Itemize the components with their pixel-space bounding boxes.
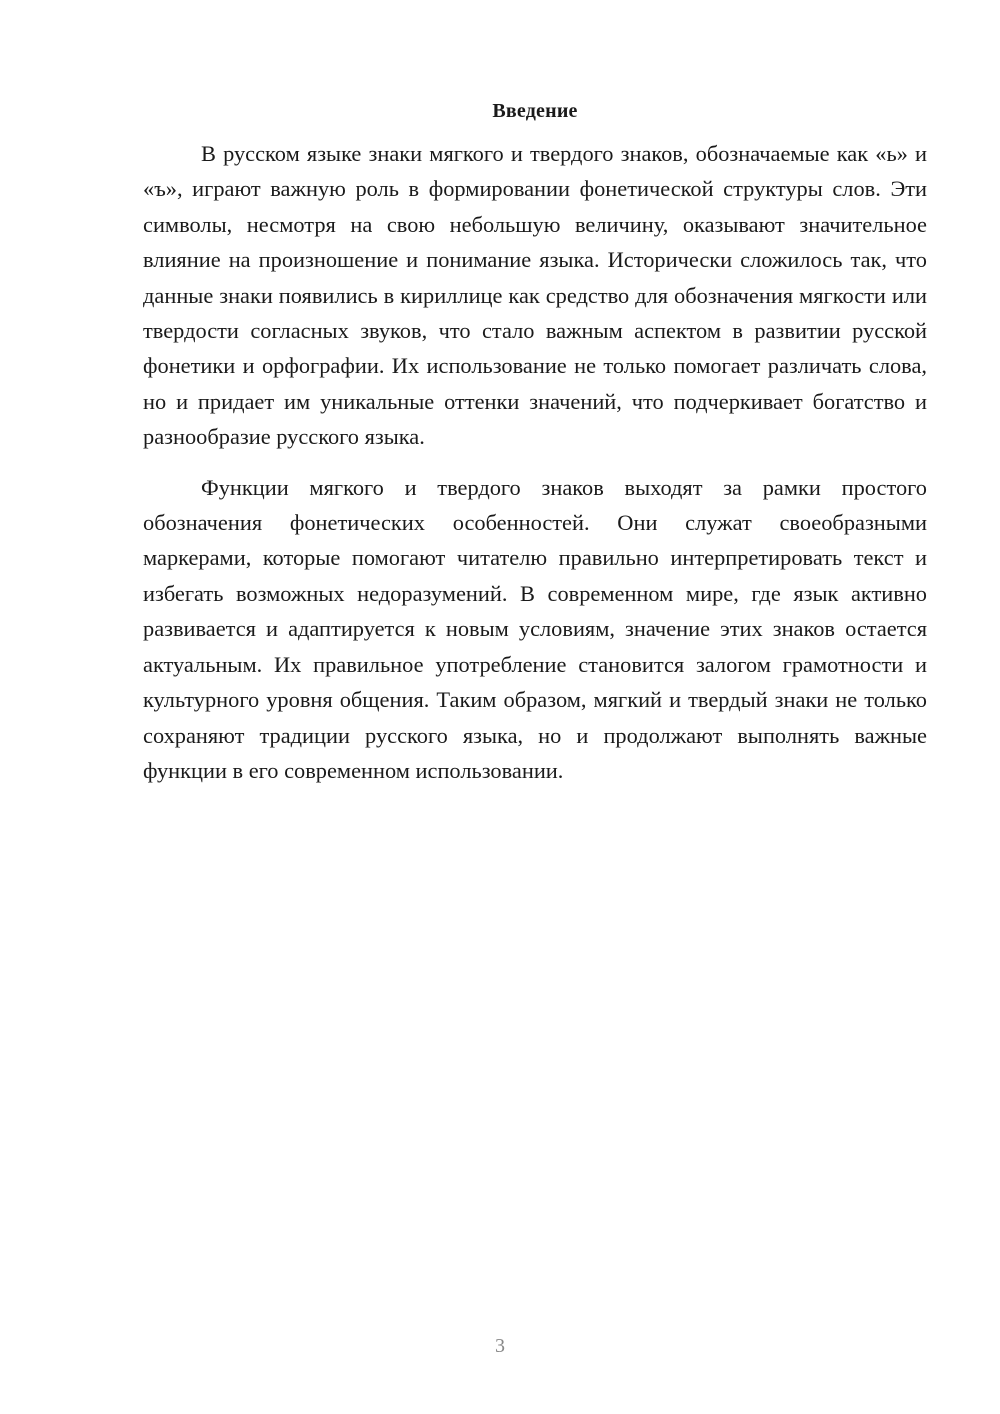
page-number: 3 <box>495 1335 505 1357</box>
section-heading: Введение <box>492 100 578 122</box>
page-content <box>143 96 927 788</box>
paragraph-2: Функции мягкого и твердого знаков выходят за рамки простого обозначения фонетических особенностей. Они служат своеобразными маркерами, которые помогают читателю правильно интерпретировать текст и избегать возможных недоразумений. В современном мире, где язык активно развивается и адаптируется к новым условиям, значение этих знаков остается актуальным. Их правильное употребление становится залогом грамотности и культурного уровня общения. Таким образом, мягкий и твердый знаки не только сохраняют традиции русского языка, но и продолжают выполнять важные функции в его современном использовании. <box>143 474 927 783</box>
paragraph-1: В русском языке знаки мягкого и твердого знаков, обозначаемые как «ь» и «ъ», играют важную роль в формировании фонетической структуры слов. Эти символы, несмотря на свою небольшую величину, оказывают значительное влияние на произношение и понимание языка. Исторически сложилось так, что данные знаки появились в кириллице как средство для обозначения мягкости или твердости согласных звуков, что стало важным аспектом в развитии русской фонетики и орфографии. Их использование не только помогает различать слова, но и придает им уникальные оттенки значений, что подчеркивает богатство и разнообразие русского языка. <box>143 141 927 450</box>
